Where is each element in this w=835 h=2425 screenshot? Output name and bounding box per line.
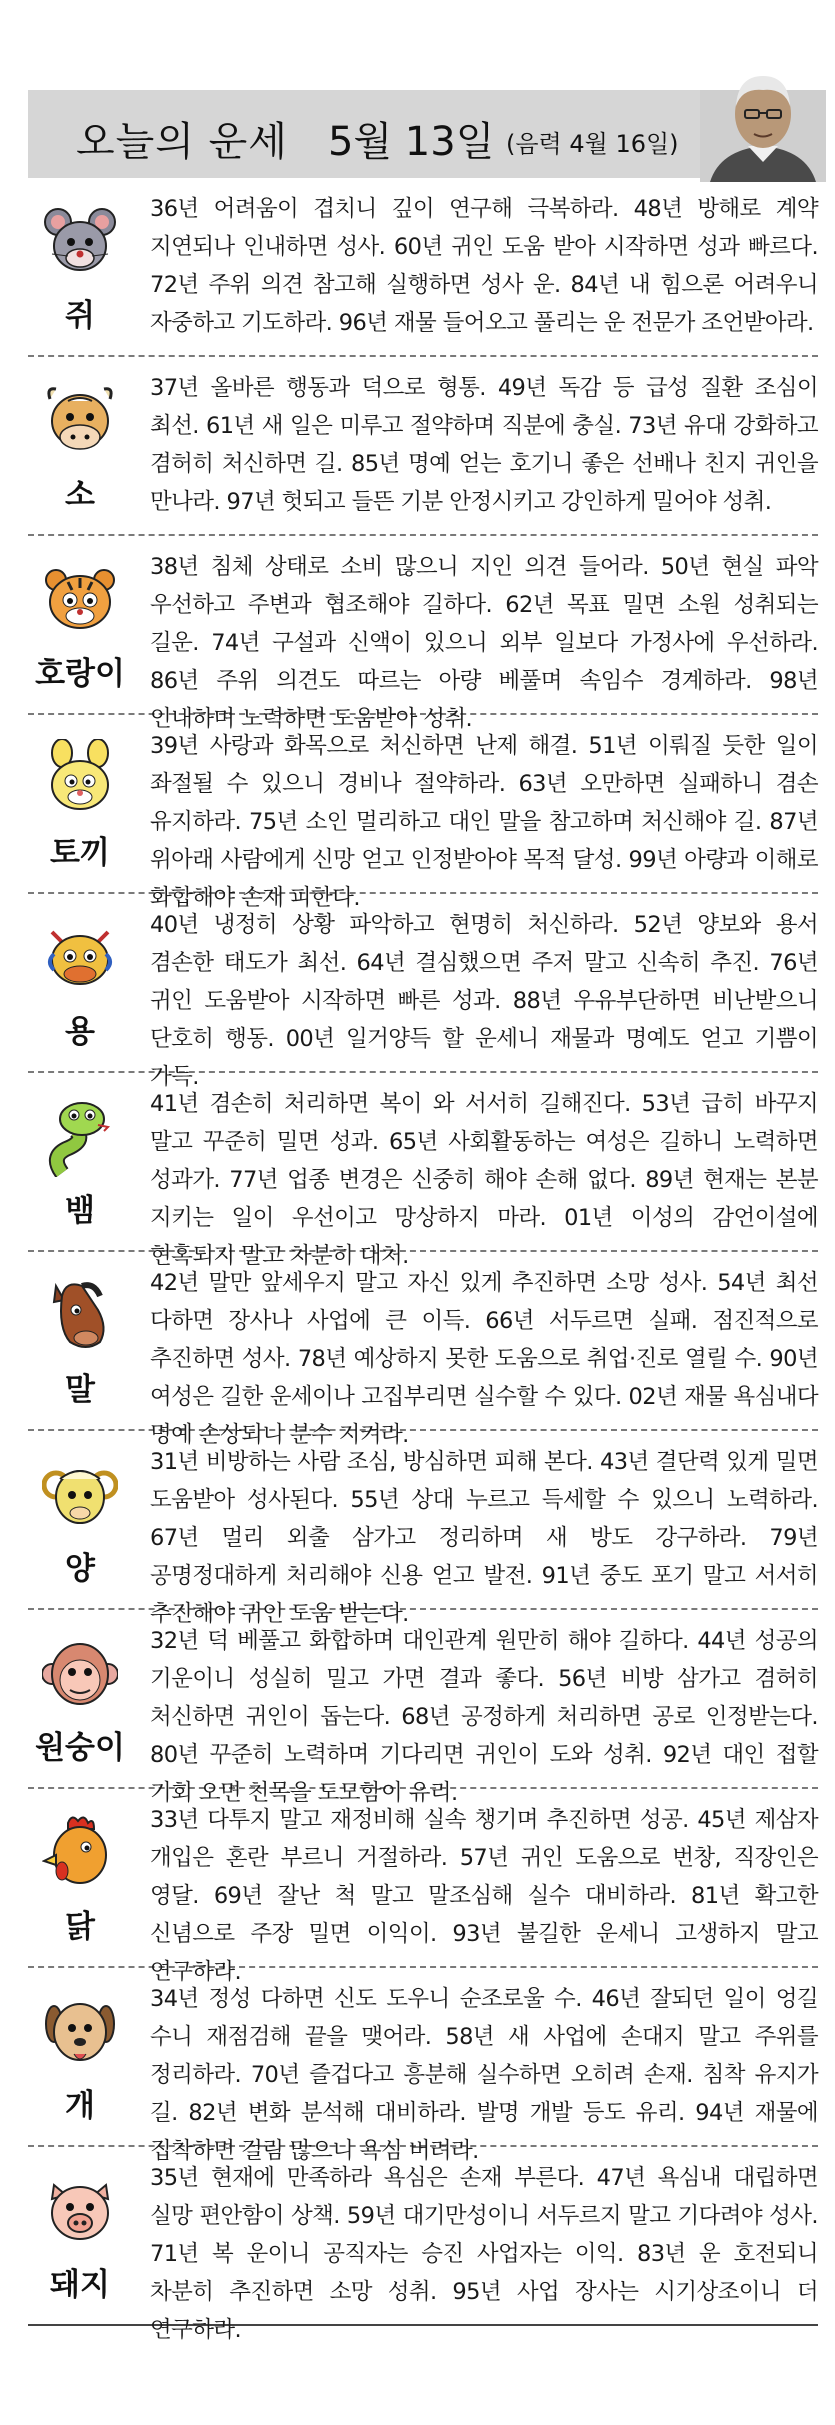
zodiac-row-dog — [28, 1968, 818, 2164]
snake-icon — [42, 1097, 118, 1177]
fortune-text: 41년 겸손히 처리하면 복이 와 서서히 길해진다. 53년 급히 바꾸지 말고 꾸준히 밀면 성과. 65년 사회활동하는 여성은 길하니 노력하면 성과가. 77년 업종 변경은 신중히 해야 손해 없다. 89년 현재는 본분 지키는 일이 우선이고 망상하지 마라. 01년 이성의 감언이설에 현혹되지 말고 차분히 대처. — [150, 1091, 818, 1269]
zodiac-name: 닭 — [65, 1909, 95, 1945]
ox-icon — [42, 381, 118, 461]
fortune-text: 42년 말만 앞세우지 말고 자신 있게 추진하면 소망 성사. 54년 최선 다하면 장사나 사업에 큰 이득. 66년 서두르면 실패. 점진적으로 추진하면 성사. 78년 예상하지 못한 도움으로 취업·진로 열릴 수. 90년 여성은 길한 운세이나 고집부리면 실수할 수 있다. 02년 재물 욕심내다 명예 손상되니 분수 지켜라. — [150, 1270, 818, 1448]
zodiac-name: 개 — [65, 2088, 95, 2124]
fortune-text: 39년 사랑과 화목으로 처신하면 난제 해결. 51년 이뤄질 듯한 일이 좌절될 수 있으니 경비나 절약하라. 63년 오만하면 실패하니 겸손 유지하라. 75년 소인 멀리하고 대인 말을 참고하며 처신해야 길. 87년 위아래 사람에게 신망 얻고 인정받아야 목적 달성. 99년 아량과 이해로 화합해야 손재 피한다. — [150, 733, 818, 911]
monkey-icon — [42, 1634, 118, 1714]
zodiac-name: 뱀 — [65, 1193, 95, 1229]
zodiac-row-rat — [28, 178, 818, 357]
fortune-text: 35년 현재에 만족하라 욕심은 손재 부른다. 47년 욕심내 대립하면 실망 편안함이 상책. 59년 대기만성이니 서두르지 말고 기다려야 성사. 71년 복 운이니 공직자는 승진 사업자는 이익. 83년 운 호전되니 차분히 추진하면 소망 성취. 95년 사업 장사는 시기상조이니 더 연구하라. — [150, 2165, 818, 2343]
rat-icon — [42, 202, 118, 282]
horse-icon — [42, 1276, 118, 1356]
zodiac-row-dragon — [28, 894, 818, 1090]
zodiac-row-pig — [28, 2147, 818, 2343]
fortune-text: 37년 올바른 행동과 덕으로 형통. 49년 독감 등 급성 질환 조심이 최선. 61년 새 일은 미루고 절약하며 직분에 충실. 73년 유대 강화하고 겸허히 처신하면 길. 85년 명예 얻는 호기니 좋은 선배나 친지 귀인을 만나라. 97년 헛되고 들뜬 기분 안정시키고 강인하게 밀어야 성취. — [150, 375, 818, 515]
pig-icon — [42, 2171, 118, 2251]
page-title: 오늘의 운세 — [76, 119, 288, 165]
zodiac-row-ox — [28, 357, 818, 536]
zodiac-name: 토끼 — [50, 835, 110, 871]
date-label: 5월 13일 — [328, 119, 495, 165]
zodiac-name: 원숭이 — [35, 1730, 125, 1766]
fortune-text: 33년 다투지 말고 재정비해 실속 챙기며 추진하면 성공. 45년 제삼자 개입은 혼란 부르니 거절하라. 57년 귀인 도움으로 번창, 직장인은 영달. 69년 잘난 척 말고 말조심해 실수 대비하라. 81년 확고한 신념으로 주장 밀면 이익이. 93년 불길한 운세니 고생하지 말고 연구하라. — [150, 1807, 818, 1985]
rooster-icon — [42, 1813, 118, 1893]
header-bar — [28, 90, 798, 178]
author-portrait — [700, 62, 826, 182]
sheep-icon — [42, 1455, 118, 1535]
zodiac-list — [28, 178, 818, 2343]
lunar-date-label: (음력 4월 16일) — [506, 130, 679, 158]
zodiac-name: 돼지 — [50, 2267, 110, 2303]
zodiac-row-rooster — [28, 1789, 818, 1985]
dog-icon — [42, 1992, 118, 2072]
zodiac-name: 용 — [65, 1014, 95, 1050]
dragon-icon — [42, 918, 118, 998]
fortune-text: 38년 침체 상태로 소비 많으니 지인 의견 들어라. 50년 현실 파악 우선하고 주변과 협조해야 길하다. 62년 목표 밀면 소원 성취되는 길운. 74년 구설과 신액이 있으니 외부 일보다 가정사에 우선하라. 86년 주위 의견도 따르는 아량 베풀며 속임수 경계하라. 98년 인내하며 노력하면 도움받아 성취. — [150, 554, 818, 732]
fortune-text: 31년 비방하는 사람 조심, 방심하면 피해 본다. 43년 결단력 있게 밀면 도움받아 성사된다. 55년 상대 누르고 득세할 수 있으니 노력하라. 67년 멀리 외출 삼가고 정리하며 새 방도 강구하라. 79년 공명정대하게 처리해야 신용 얻고 발전. 91년 중도 포기 말고 서서히 추진해야 귀인 도움 받는다. — [150, 1449, 818, 1627]
zodiac-row-horse — [28, 1252, 818, 1448]
zodiac-row-rabbit — [28, 715, 818, 911]
zodiac-row-snake — [28, 1073, 818, 1269]
zodiac-row-tiger — [28, 536, 818, 732]
fortune-text: 36년 어려움이 겹치니 깊이 연구해 극복하라. 48년 방해로 계약 지연되나 인내하면 성사. 60년 귀인 도움 받아 시작하면 성과 빠르다. 72년 주위 의견 참고해 실행하면 성사 운. 84년 내 힘으론 어려우니 자중하고 기도하라. 96년 재물 들어오고 풀리는 운 전문가 조언받아라. — [150, 196, 818, 336]
zodiac-name: 쥐 — [65, 298, 95, 334]
zodiac-name: 말 — [65, 1372, 95, 1408]
fortune-text: 40년 냉정히 상황 파악하고 현명히 처신하라. 52년 양보와 용서 겸손한 태도가 최선. 64년 결심했으면 주저 말고 신속히 추진. 76년 귀인 도움받아 시작하면 빠른 성과. 88년 우유부단하면 비난받으니 단호히 행동. 00년 일거양득 할 운세니 재물과 명예도 얻고 기쁨이 가득. — [150, 912, 818, 1090]
fortune-text: 32년 덕 베풀고 화합하며 대인관계 원만히 해야 길하다. 44년 성공의 기운이니 성실히 밀고 가면 결과 좋다. 56년 비방 삼가고 겸허히 처신하면 귀인이 돕는다. 68년 공정하게 처리하면 공로 인정받는다. 80년 꾸준히 노력하며 기다리면 귀인이 도와 성취. 92년 대인 접할 기회 오면 친목을 도모함이 유리. — [150, 1628, 818, 1806]
rabbit-icon — [42, 739, 118, 819]
zodiac-name: 호랑이 — [35, 656, 125, 692]
zodiac-row-monkey — [28, 1610, 818, 1806]
zodiac-row-sheep — [28, 1431, 818, 1627]
zodiac-name: 양 — [65, 1551, 95, 1587]
tiger-icon — [42, 560, 118, 640]
zodiac-name: 소 — [65, 477, 95, 513]
fortune-text: 34년 정성 다하면 신도 도우니 순조로울 수. 46년 잘되던 일이 엉길 수니 재점검해 끝을 맺어라. 58년 새 사업에 손대지 말고 주위를 정리하라. 70년 즐겁다고 흥분해 실수하면 오히려 손재. 침착 유지가 길. 82년 변화 분석해 대비하라. 발명 개발 등도 유리. 94년 재물에 집착하면 걸림 많으니 욕심 버려라. — [150, 1986, 818, 2164]
